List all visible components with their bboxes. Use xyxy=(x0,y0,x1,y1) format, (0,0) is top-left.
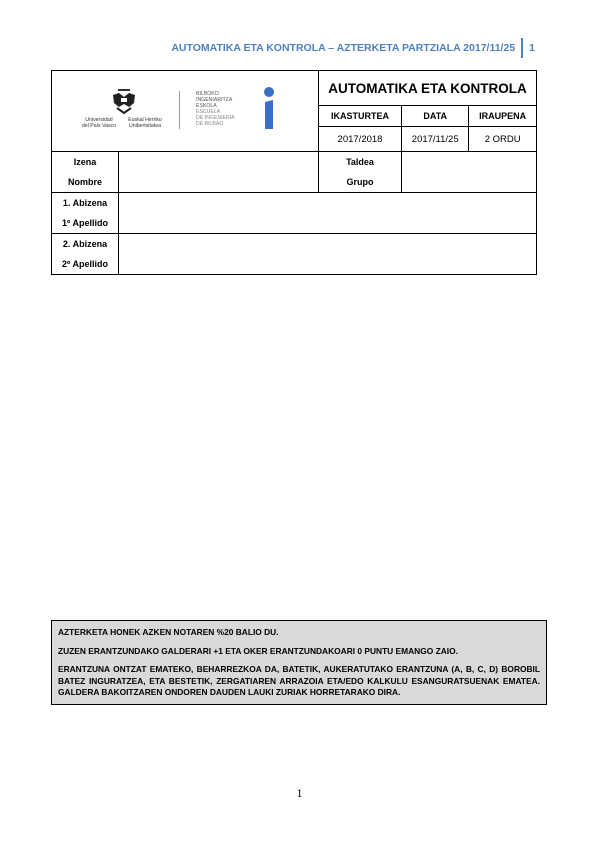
year-value: 2017/2018 xyxy=(318,127,401,152)
year-header: IKASTURTEA xyxy=(318,106,401,127)
exam-notice xyxy=(51,620,547,705)
notice-line-1: AZTERKETA HONEK AZKEN NOTAREN %20 BALIO DU. xyxy=(58,627,279,637)
group-field[interactable] xyxy=(402,152,537,193)
upv-es-text: Universidad del País Vasco xyxy=(81,117,117,129)
surname1-field[interactable] xyxy=(119,193,537,234)
date-value: 2017/11/25 xyxy=(402,127,469,152)
running-header xyxy=(171,38,535,58)
logos-cell xyxy=(52,71,319,152)
upv-eu-text: Euskal Herriko Unibertsitatea xyxy=(128,117,162,129)
bie-text: BILBOKO INGENIARITZA ESKOLA ESCUELA DE INGENIERÍA DE BILBAO xyxy=(196,91,235,127)
logo-divider xyxy=(179,91,180,129)
name-label: Izena Nombre xyxy=(52,152,119,193)
subject-title: AUTOMATIKA ETA KONTROLA xyxy=(318,71,536,106)
surname2-field[interactable] xyxy=(119,234,537,275)
exam-header-table xyxy=(51,70,537,275)
notice-line-3: ERANTZUNA ONTZAT EMATEKO, BEHARREZKOA DA, BATETIK, AUKERATUTAKO ERANTZUNA (A, B, C, D) BOROBIL BATEZ INGURATZEA, ETA BESTETIK, ZERGATIAREN ARRAZOIA ETA/EDO KALKULU ESANGURATSUENAK EMATEA. GALDERA BAKOITZAREN ONDOREN DAUDEN LAUKI ZURIAK HORRETARAKO DIRA. xyxy=(58,664,540,697)
header-divider xyxy=(521,38,523,58)
page-number: 1 xyxy=(296,786,303,800)
duration-value: 2 ORDU xyxy=(469,127,537,152)
running-title: AUTOMATIKA ETA KONTROLA – AZTERKETA PARTZIALA 2017/11/25 xyxy=(171,42,516,54)
surname1-label: 1. Abizena 1º Apellido xyxy=(52,193,119,234)
group-label: Taldea Grupo xyxy=(318,152,401,193)
notice-line-2: ZUZEN ERANTZUNDAKO GALDERARI +1 ETA OKER ERANTZUNDAKOARI 0 PUNTU EMANGO ZAIO. xyxy=(58,645,458,656)
date-header: DATA xyxy=(402,106,469,127)
i-logo-icon xyxy=(262,87,276,131)
surname2-label: 2. Abizena 2º Apellido xyxy=(52,234,119,275)
name-field[interactable] xyxy=(119,152,319,193)
logos xyxy=(52,71,301,151)
upv-ehu-logo-icon xyxy=(107,89,141,115)
duration-header: IRAUPENA xyxy=(469,106,537,127)
header-page-number: 1 xyxy=(529,42,535,54)
